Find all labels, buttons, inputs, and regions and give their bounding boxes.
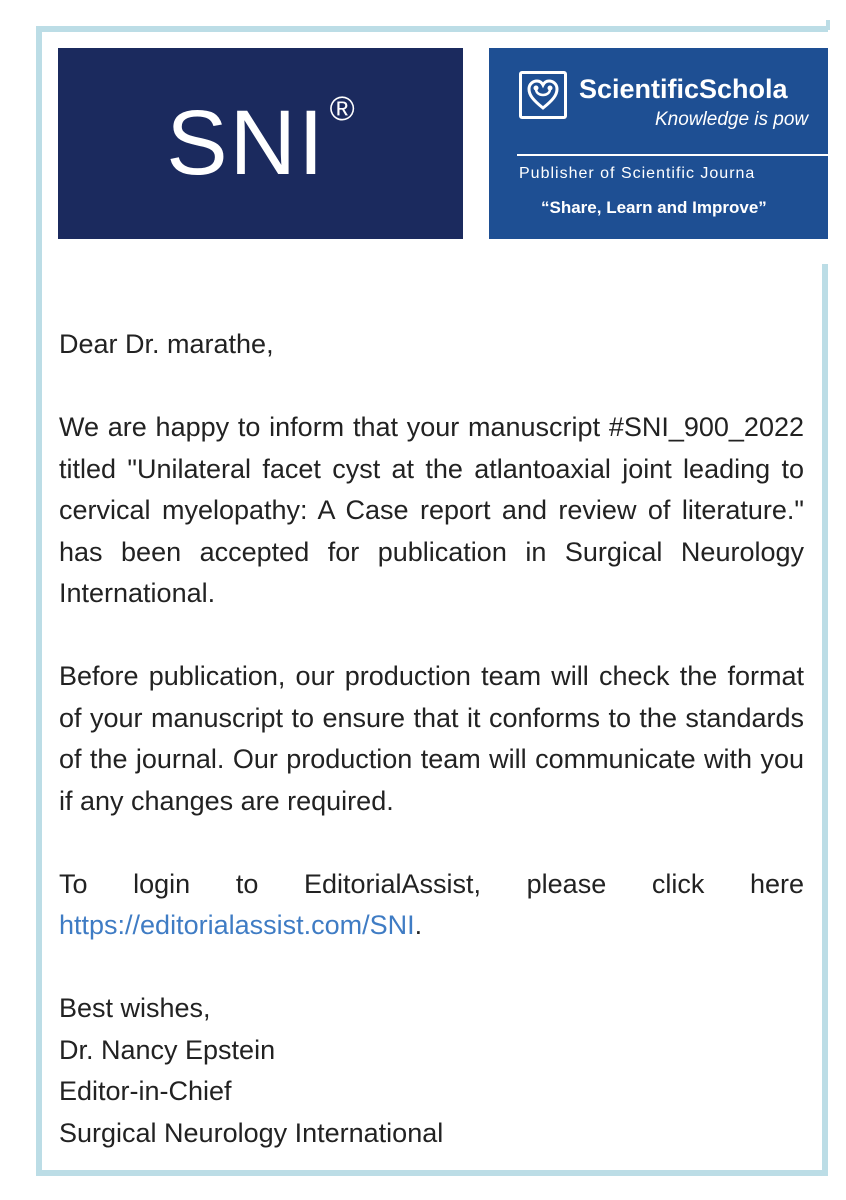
frame-corner-mark [826, 20, 830, 30]
closing: Best wishes, [59, 993, 211, 1023]
signer-name: Dr. Nancy Epstein [59, 1034, 276, 1065]
salutation: Dear Dr. marathe, [59, 329, 274, 359]
login-instruction-text: To login to EditorialAssist, please click here [59, 868, 804, 899]
sni-logo-text: SNI [166, 92, 326, 194]
login-paragraph [59, 864, 804, 947]
registered-mark: ® [329, 90, 355, 128]
publisher-subtitle: Publisher of Scientific Journa [519, 165, 756, 182]
letter-body [59, 324, 804, 1154]
signer-title: Editor-in-Chief [59, 1076, 232, 1106]
acceptance-paragraph: We are happy to inform that your manuscript #SNI_900_2022 titled "Unilateral facet cyst at the atlantoaxial joint leading to cervical myelopathy: A Case report and review of literature." has been accepted for publication in Surgical Neurology International. [59, 412, 804, 608]
publisher-logo-banner [489, 48, 828, 239]
publisher-motto: “Share, Learn and Improve” [541, 198, 767, 217]
email-frame-bottom-border [36, 1170, 828, 1176]
email-frame-left-border [36, 26, 42, 1176]
heart-stethoscope-icon [519, 71, 567, 119]
production-paragraph: Before publication, our production team will check the format of your manuscript to ensure that it conforms to the standards of the journal. Our production team will communicate with you if any changes are required. [59, 661, 804, 816]
signer-organization: Surgical Neurology International [59, 1117, 444, 1148]
email-frame-top-border [36, 26, 828, 32]
login-period: . [414, 910, 423, 940]
editorialassist-link[interactable]: https://editorialassist.com/SNI [59, 910, 415, 940]
publisher-name: ScientificSchola [579, 74, 788, 104]
sni-logo-banner [58, 48, 463, 239]
publisher-divider [517, 154, 828, 156]
publisher-tagline: Knowledge is pow [655, 109, 809, 130]
email-frame-right-border [822, 264, 828, 1176]
